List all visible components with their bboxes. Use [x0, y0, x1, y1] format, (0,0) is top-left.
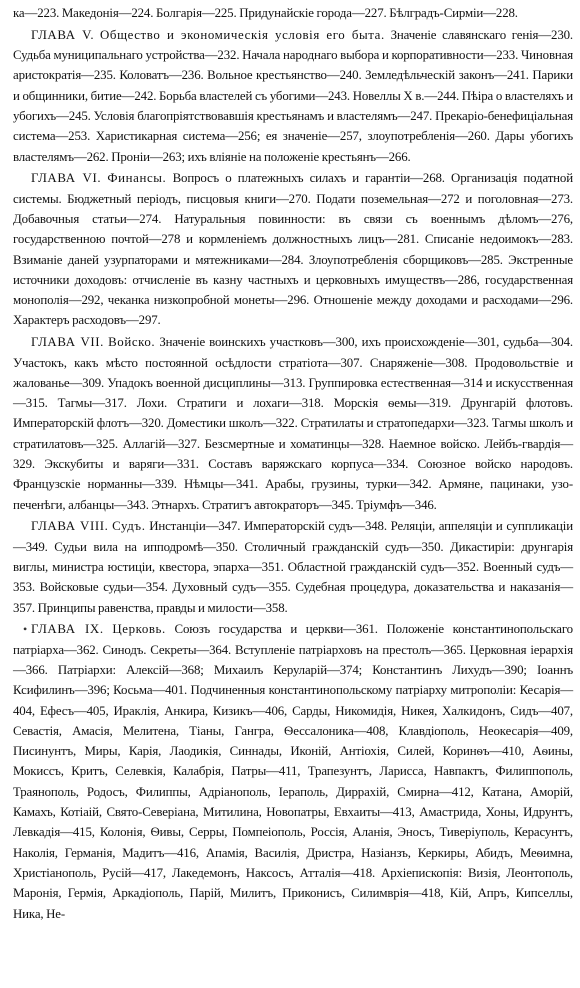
- chapter-ix-title: Церковь.: [112, 622, 166, 637]
- chapter-vii-heading: ГЛАВА VII.: [31, 335, 104, 350]
- chapter-viii-title: Судъ.: [112, 519, 146, 534]
- chapter-vi-body: Вопросъ о платежныхъ силахъ и гарантіи—268. Организація податной системы. Бюджетный періодъ, писцовыя книги—270. Подати поземельная—272 и поголовная—273. Добавочныя статьи—274. Натуральныя повинности: въ связи съ военнымъ дѣломъ—276, государственною почтой—278 и кормленіемъ должностныхъ лицъ—281. Списаніе недоимокъ—283. Взиманіе даней узурпаторами и мятежниками—284. Злоупотребленія сборщиковъ—285. Экстренные источники доходовъ: отчисленіе въ казну частныхъ и церковныхъ имуществъ—286, государственная монополія—292, чеканка низкопробной монеты—296. Отношеніе между доходами и расходами—296. Характеръ расходовъ—297.: [13, 171, 573, 328]
- margin-dot-mark: •: [23, 622, 28, 637]
- chapter-ix-body: Союзъ государства и церкви—361. Положеніе константинопольскаго патріарха—362. Синодъ. Секреты—364. Вступленіе патріарховъ на престолъ—365. Церковная іерархія—366. Патріархи: Алексій—368; Михаилъ Керуларій—374; Константинъ Лихудъ—390; Іоаннъ Ксифилинъ—396; Косьма—401. Подчиненныя константинопольскому патріарху митрополіи: Кесарія—404, Ефесъ—405, Ираклія, Анкира, Кизикъ—406, Сарды, Никомидія, Никея, Халкидонъ, Сидъ—407, Севастія, Амасія, Мелитена, Тіаны, Гангра, Ѳессалоника—408, Клавдіополь, Неокесарія—409, Писинунтъ, Миры, Карія, Лаодикія, Синнады, Иконій, Антіохія, Силей, Коринѳъ—410, Аѳины, Мокиссъ, Критъ, Селевкія, Калабрія, Патры—411, Трапезунтъ, Ларисса, Навпактъ, Филиппополь, Траянополь, Родосъ, Филиппы, Адріанополь, Іераполь, Диррахій, Смирна—412, Катана, Аморій, Камахъ, Котіаій, Свято-Северіана, Митилина, Новопатры, Евхаиты—413, Амастрида, Хоны, Идрунтъ, Левкадія—415, Колонія, Ѳивы, Серры, Помпеіополь, Россія, Аланія, Эносъ, Тиверіуполь, Керасунтъ, Наколія, Германія, Мадитъ—416, Апамія, Василія, Дристра, Назіанзъ, Керкиры, Абидъ, Меѳимна, Христіанополь, Русій—417, Лакедемонъ, Наксосъ, Атталія—418. Архіепископія: Визія, Леонтополь, Маронія, Гермія, Аркадіополь, Парій, Милитъ, Приконисъ, Силимврія—418, Кій, Апръ, Кипселлы, Ника, Не-: [13, 622, 573, 921]
- chapter-ix-heading: ГЛАВА IX.: [31, 622, 104, 637]
- book-page: [13, 3, 573, 985]
- chapter-v-body: Значеніе славянскаго генія—230. Судьба муниципальнаго устройства—232. Начала народнаго выбора и корпоративности—233. Чиновная аристократія—235. Коловатъ—236. Вольное крестьянство—240. Земледѣльческій законъ—241. Парики и общинники, битие—242. Борьба властелей съ убогими—243. Новеллы X в.—244. Пѣіра о властеляхъ и убогихъ—245. Условія благопріятствовавшія крестьянамъ и властелямъ—247. Прекаріо-бенефиціальная система—253. Харистикарная система—256; ея значеніе—257, злоупотребленія—260. Дары убогихъ властелямъ—262. Проніи—263; ихъ вліяніе на положеніе крестьянъ—266.: [13, 27, 574, 164]
- chapter-ix: [13, 619, 573, 923]
- chapter-viii: [13, 516, 573, 617]
- chapter-vi: [13, 168, 573, 330]
- chapter-vii-body: Значеніе воинскихъ участковъ—300, ихъ происхожденіе—301, судьба—304. Участокъ, какъ мѣсто постоянной осѣдлости стратіота—307. Снаряженіе—308. Продовольствіе и жалованье—309. Упадокъ военной дисциплины—313. Группировка естественная—314 и искусственная—315. Тагмы—317. Лохи. Стратиги и лохаги—318. Морскія ѳемы—319. Друнгарій флотовъ. Императорскій флотъ—320. Доместики школъ—322. Стратилаты и стратопедархи—323. Тагмы школъ и стратилатовъ—325. Аллагій—327. Безсмертные и хоматинцы—328. Наемное войско. Лейбъ-гвардія—329. Экскубиты и варяги—331. Составъ варяжскаго корпуса—334. Союзное войско народовъ. Французскіе норманны—339. Нѣмцы—341. Арабы, грузины, турки—342. Армяне, пацинаки, узо-печенѣги, албанцы—343. Этнархъ. Стратигъ автократоръ—345. Тріумфъ—346.: [13, 335, 573, 512]
- chapter-vii-title: Войско.: [108, 335, 156, 350]
- chapter-viii-body: Инстанціи—347. Императорскій судъ—348. Реляціи, аппеляціи и суппликаціи—349. Судьи вила на ипподромѣ—350. Столичный гражданскій судъ—350. Дикастиріи: друнгарія виглы, министра юстиціи, квестора, эпарха—351. Областной гражданскій судъ—352. Военный судъ—353. Войсковые судьи—354. Духовный судъ—355. Судебная процедура, доказательства и наказанія—357. Принципы равенства, правды и милости—358.: [13, 519, 573, 615]
- chapter-v-title: Общество и экономическія условія его быта.: [100, 27, 385, 42]
- chapter-v: [13, 25, 573, 167]
- intro-paragraph: ка—223. Македонія—224. Болгарія—225. Придунайскіе города—227. Бѣлградъ-Сирміи—228.: [13, 6, 518, 20]
- chapter-vi-title: Финансы.: [107, 171, 167, 186]
- chapter-v-heading: ГЛАВА V.: [31, 27, 95, 42]
- chapter-vi-heading: ГЛАВА VI.: [31, 171, 102, 186]
- chapter-viii-heading: ГЛАВА VIII.: [31, 519, 109, 534]
- chapter-vii: [13, 332, 573, 515]
